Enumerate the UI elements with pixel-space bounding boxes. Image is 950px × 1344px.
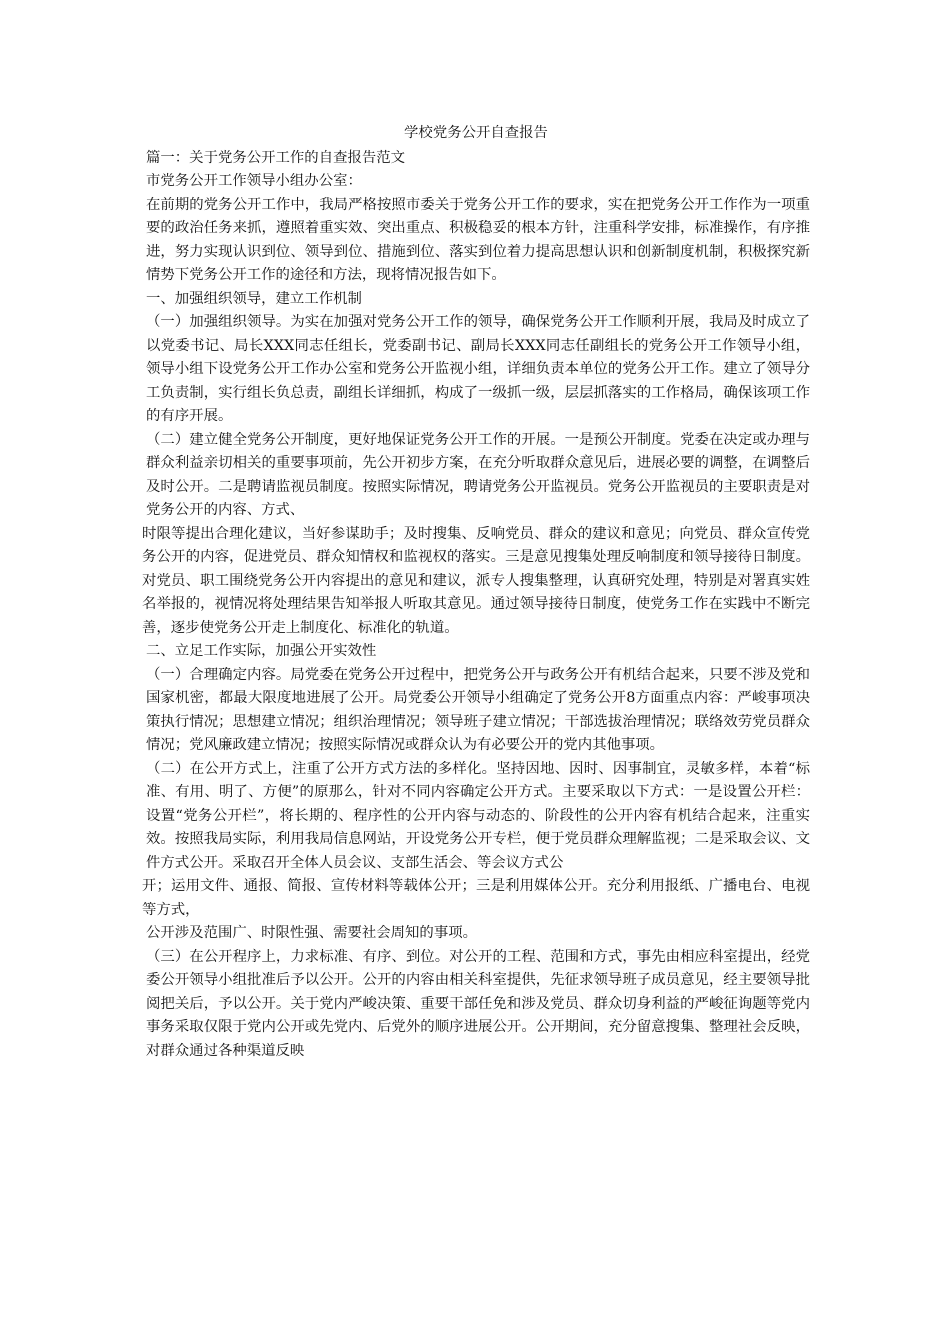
paragraph-2-2: （二）在公开方式上，注重了公开方式方法的多样化。坚持因地、因时、因事制宜，灵敏多样，本着“标准、有用、明了、方便”的原那么，针对不同内容确定公开方式。主要采取以下方式：一是设置公开栏：设置“党务公开栏”，将长期的、程序性的公开内容与动态的、阶段性的公开内容有机结合起来，注重实效。按照我局实际，利用我局信息网站，开设党务公开专栏，便于党员群众理解监视；二是采取会议、文件方式公开。采取召开全体人员会议、支部生活会、等会议方式公 — [146, 760, 810, 871]
paragraph-2-3: （三）在公开程序上，力求标准、有序、到位。对公开的工程、范围和方式，事先由相应科室提出，经党委公开领导小组批准后予以公开。公开的内容由相关科室提供，先征求领导班子成员意见，经主要领导批阅把关后，予以公开。关于党内严峻决策、重要干部任免和涉及党员、群众切身利益的严峻征询题等党内事务采取仅限于党内公开或先党内、后党外的顺序进展公开。公开期间，充分留意搜集、整理社会反映，对群众通过各种渠道反映 — [146, 948, 810, 1059]
paragraph-1-2: （二）建立健全党务公开制度，更好地保证党务公开工作的开展。一是预公开制度。党委在决定或办理与群众利益亲切相关的重要事项前，先公开初步方案，在充分听取群众意见后，进展必要的调整，在调整后及时公开。二是聘请监视员制度。按照实际情况，聘请党务公开监视员。党务公开监视员的主要职责是对党务公开的内容、方式、 — [146, 431, 810, 518]
paragraph-1-2-cont: 时限等提出合理化建议，当好参谋助手；及时搜集、反响党员、群众的建议和意见；向党员、群众宣传党务公开的内容，促进党员、群众知情权和监视权的落实。三是意见搜集处理反响制度和领导接待日制度。对党员、职工围绕党务公开内容提出的意见和建议，派专人搜集整理，认真研究处理，特别是对署真实姓名举报的，视情况将处理结果告知举报人听取其意见。通过领导接待日制度，使党务工作在实践中不断完善，逐步使党务公开走上制度化、标准化的轨道。 — [142, 525, 810, 636]
intro-paragraph: 在前期的党务公开工作中，我局严格按照市委关于党务公开工作的要求，实在把党务公开工作作为一项重要的政治任务来抓，遵照着重实效、突出重点、积极稳妥的根本方针，注重科学安排，标准操作，有序推进，努力实现认识到位、领导到位、措施到位、落实到位着力提高思想认识和创新制度机制，积极探究新情势下党务公开工作的途径和方法，现将情况报告如下。 — [146, 196, 810, 283]
paragraph-1-1: （一）加强组织领导。为实在加强对党务公开工作的领导，确保党务公开工作顺利开展，我局及时成立了以党委书记、局长XXX同志任组长，党委副书记、副局长XXX同志任副组长的党务公开工作领导小组，领导小组下设党务公开工作办公室和党务公开监视小组，详细负责本单位的党务公开工作。建立了领导分工负责制，实行组长负总责，副组长详细抓，构成了一级抓一级，层层抓落实的工作格局，确保该项工作的有序开展。 — [146, 314, 810, 424]
subtitle: 篇一：关于党务公开工作的自查报告范文 — [146, 149, 406, 166]
document-title: 学校党务公开自查报告 — [404, 125, 548, 141]
section-heading-1: 一、加强组织领导，建立工作机制 — [146, 290, 362, 307]
addressee: 市党务公开工作领导小组办公室： — [146, 173, 362, 189]
document-page — [142, 122, 810, 1063]
section-heading-2: 二、立足工作实际，加强公开实效性 — [146, 643, 377, 659]
paragraph-2-2-cont2: 公开涉及范围广、时限性强、需要社会周知的事项。 — [146, 925, 477, 941]
paragraph-2-2-cont: 开；运用文件、通报、简报、宣传材料等载体公开；三是利用媒体公开。充分利用报纸、广播电台、电视等方式， — [142, 878, 810, 918]
paragraph-2-1: （一）合理确定内容。局党委在党务公开过程中，把党务公开与政务公开有机结合起来，只要不涉及党和国家机密，都最大限度地进展了公开。局党委公开领导小组确定了党务公开8方面重点内容：严峻事项决策执行情况；思想建立情况；组织治理情况；领导班子建立情况；干部选拔治理情况；联络效劳党员群众情况；党风廉政建立情况；按照实际情况或群众认为有必要公开的党内其他事项。 — [146, 666, 810, 753]
